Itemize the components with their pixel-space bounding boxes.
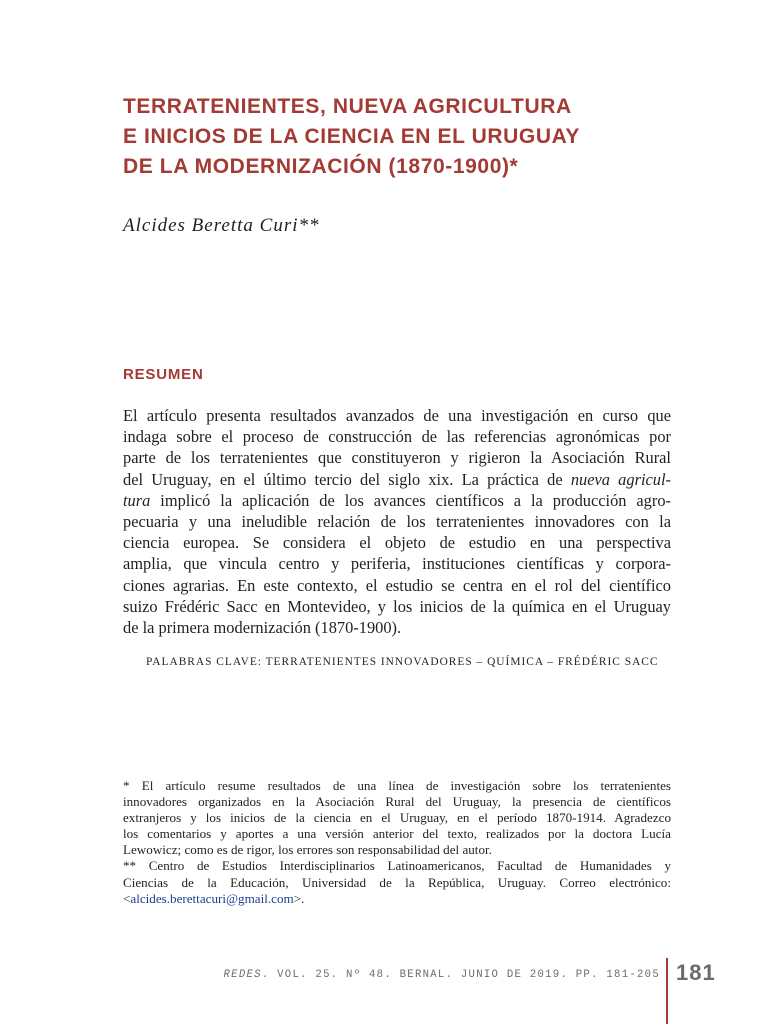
page-number-rule [666,958,668,1024]
abstract-text: del Uruguay, en el último tercio del siglo xix. La práctica de [123,469,563,489]
footnote-email-line [123,891,671,907]
title-line: TERRATENIENTES, NUEVA AGRICULTURA [123,95,572,118]
issue-details: . VOL. 25. Nº 48. BERNAL. JUNIO DE 2019. PP. 181-205 [261,969,660,981]
footnote-line: los comentarios y aportes a una versión anterior del texto, realizados por la doctora Lucía [123,826,671,842]
abstract-line [123,490,671,511]
abstract-body[interactable] [123,405,671,638]
article-title [123,92,683,182]
author-email-link[interactable]: alcides.berettacuri@gmail.com [130,890,294,906]
abstract-line: ciones agrarias. En este contexto, el estudio se centra en el rol del científico [123,575,671,595]
abstract-line: suizo Frédéric Sacc en Montevideo, y los inicios de la química en el Uruguay [123,596,671,616]
journal-name: REDES [223,969,262,981]
footnote-line: Ciencias de la Educación, Universidad de la República, Uruguay. Correo electrónico: [123,874,671,890]
title-line: DE LA MODERNIZACIÓN (1870-1900)* [123,155,519,178]
footnote-line: innovadores organizados en la Asociación Rural del Uruguay, la presencia de científicos [123,794,671,810]
abstract-italic-term: nueva agricul- [570,469,671,489]
abstract-line: amplia, que vincula centro y periferia, instituciones científicas y corpora- [123,554,671,574]
footnote-line: * El artículo resume resultados de una línea de investigación sobre los terratenientes [123,778,671,793]
abstract-line: ciencia europea. Se considera el objeto de estudio en una perspectiva [123,533,671,553]
footnotes [123,778,671,907]
email-bracket: < [123,890,131,906]
author-name: Alcides Beretta Curi** [123,215,320,236]
footnote-line: ** Centro de Estudios Interdisciplinarios Latinoamericanos, Facultad de Humanidades y [123,858,671,874]
footnote-line: extranjeros y los inicios de la ciencia en el Uruguay, en el período 1870-1914. Agradezco [123,810,671,826]
keywords: PALABRAS CLAVE: TERRATENIENTES INNOVADORES – QUÍMICA – FRÉDÉRIC SACC [146,656,659,668]
abstract-italic-term: tura [123,490,151,510]
abstract-heading: RESUMEN [123,366,204,383]
abstract-line: pecuaria y una ineludible relación de los terratenientes innovadores con la [123,512,671,532]
abstract-line: de la primera modernización (1870-1900). [123,618,402,638]
abstract-line [123,469,671,490]
abstract-line: parte de los terratenientes que constituyeron y rigieron la Asociación Rural [123,448,671,468]
footnote-line: Lewowicz; como es de rigor, los errores son responsabilidad del autor. [123,842,492,858]
email-bracket: >. [293,890,305,906]
page-number: 181 [676,960,716,985]
title-line: E INICIOS DE LA CIENCIA EN EL URUGUAY [123,125,581,148]
abstract-line: El artículo presenta resultados avanzados de una investigación en curso que [123,406,671,425]
abstract-text: implicó la aplicación de los avances científicos a la producción agro- [160,490,671,510]
abstract-line: indaga sobre el proceso de construcción de las referencias agronómicas por [123,427,671,447]
running-footer [205,969,660,981]
